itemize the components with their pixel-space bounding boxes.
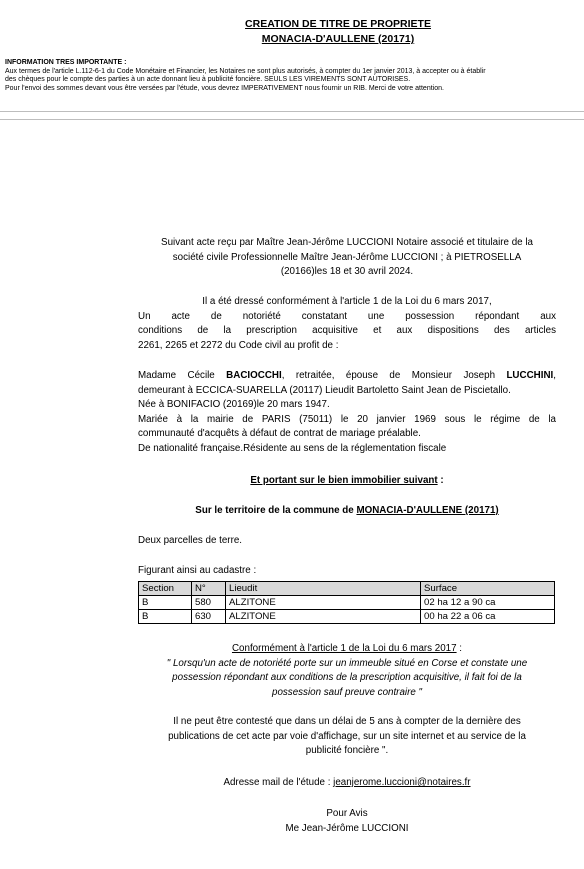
acte-line-3: (20166)les 18 et 30 avril 2024. [280, 266, 414, 277]
beneficiaire-mariage: Mariée à la mairie de PARIS (75011) le 20 janvier 1969 sous le régime de la [138, 413, 556, 425]
beneficiaire-regime: communauté d'acquêts à défaut de contrat de mariage préalable. [138, 428, 421, 439]
cell-numero: 580 [192, 596, 226, 610]
loi-heading-colon: : [456, 643, 463, 654]
divider-bottom [0, 119, 584, 120]
quote-line-3: possession sauf preuve contraire " [272, 686, 422, 698]
acte-notoriete [138, 295, 556, 353]
cell-lieudit: ALZITONE [226, 610, 421, 624]
beneficiaire [138, 369, 556, 456]
beneficiaire-nom: BACIOCCHI [226, 370, 282, 381]
contact-line [138, 776, 556, 791]
beneficiaire-mid: , retraitée, épouse de Monsieur Joseph [281, 370, 496, 381]
territoire [138, 504, 556, 519]
quote-line-1: " Lorsqu'un acte de notoriété porte sur un immeuble situé en Corse et constate une [166, 657, 528, 669]
beneficiaire-nationalite: De nationalité française.Résidente au sens de la réglementation fiscale [138, 442, 447, 454]
contestation-line-1: Il ne peut être contesté que dans un délai de 5 ans à compter de la dernière des [173, 716, 521, 727]
beneficiaire-adresse: demeurant à ECCICA-SUARELLA (20117) Lieudit Bartoletto Saint Jean de Piscietallo. [138, 384, 511, 396]
header-lieudit: Lieudit [226, 582, 421, 596]
pour-avis: Pour Avis [326, 808, 368, 819]
commune-name: MONACIA-D'AULLENE (20171) [356, 505, 499, 516]
contestation [138, 715, 556, 759]
parcelles: Deux parcelles de terre. [138, 535, 243, 546]
info-line-2: des chèques pour le compte des parties à un acte donnant lieu à publicité foncière. SEULS LES VIREMENTS SONT AUTORISES. [5, 76, 411, 84]
table-row [139, 610, 555, 624]
cell-numero: 630 [192, 610, 226, 624]
contestation-line-2: publications de cet acte par voie d'affichage, sur un site internet et au service de la [168, 730, 526, 742]
header-surface: Surface [421, 582, 555, 596]
cell-section: B [139, 596, 192, 610]
cell-surface: 02 ha 12 a 90 ca [421, 596, 555, 610]
divider-top [0, 111, 584, 112]
loi-section [138, 642, 556, 700]
figurant-cadastre: Figurant ainsi au cadastre : [138, 565, 257, 576]
info-heading: INFORMATION TRES IMPORTANTE : [5, 59, 127, 66]
notoriete-line-3: conditions de la prescription acquisitive et aux dispositions des articles [138, 325, 556, 336]
signataire: Me Jean-Jérôme LUCCIONI [285, 822, 409, 834]
acte-line-2: société civile Professionnelle Maître Jean-Jérôme LUCCIONI ; à PIETROSELLA [172, 251, 522, 263]
notoriete-line-2: Un acte de notoriété constatant une possession répondant aux [138, 310, 556, 322]
header-section: Section [139, 582, 192, 596]
beneficiaire-naissance: Née à BONIFACIO (20169)le 20 mars 1947. [138, 399, 330, 410]
loi-heading-text: Conformément à l'article 1 de la Loi du 6 mars 2017 [231, 643, 457, 654]
info-line-1: Aux termes de l'article L.112-6-1 du Code Monétaire et Financier, les Notaires ne sont plus autorisés, à compter du 1er janvier 2013, à accepter ou à établir [5, 67, 486, 75]
quote-line-2: possession répondant aux conditions de la prescription acquisitive, il fait foi de la [172, 672, 522, 683]
email-label: Adresse mail de l'étude : [223, 777, 334, 788]
title-line-2: MONACIA-D'AULLENE (20171) [261, 33, 415, 45]
conjoint-nom: LUCCHINI [506, 370, 554, 381]
territoire-prefix: Sur le territoire de la commune de [195, 505, 357, 516]
beneficiaire-line-1 [138, 369, 556, 384]
cell-section: B [139, 610, 192, 624]
signature [138, 807, 556, 836]
contestation-line-3: publicité foncière ". [305, 745, 389, 756]
bien-heading-text: Et portant sur le bien immobilier suivant [250, 475, 438, 486]
loi-heading [138, 642, 556, 657]
important-information [5, 59, 581, 93]
acte-intro [138, 236, 556, 280]
header-numero: N° [192, 582, 226, 596]
table-row [139, 596, 555, 610]
cell-lieudit: ALZITONE [226, 596, 421, 610]
title-line-1: CREATION DE TITRE DE PROPRIETE [245, 18, 431, 30]
notoriete-line-1: Il a été dressé conformément à l'article 1 de la Loi du 6 mars 2017, [202, 296, 492, 307]
bien-heading-colon: : [437, 475, 444, 486]
info-line-3: Pour l'envoi des sommes devant vous être versées par l'étude, vous devrez IMPERATIVEMENT nous fournir un RIB. Merci de votre attention. [5, 84, 444, 92]
beneficiaire-end: , [553, 370, 556, 381]
cell-surface: 00 ha 22 a 06 ca [421, 610, 555, 624]
bien-heading [138, 474, 556, 489]
notoriete-line-4: 2261, 2265 et 2272 du Code civil au profit de : [138, 339, 339, 351]
document-title [0, 17, 584, 47]
email-link[interactable]: jeanjerome.luccioni@notaires.fr [333, 777, 471, 788]
cadastre-header-row [139, 582, 555, 596]
cadastre-table [138, 581, 555, 624]
acte-line-1: Suivant acte reçu par Maître Jean-Jérôme LUCCIONI Notaire associé et titulaire de la [161, 237, 533, 248]
madame-label: Madame Cécile [138, 370, 215, 381]
